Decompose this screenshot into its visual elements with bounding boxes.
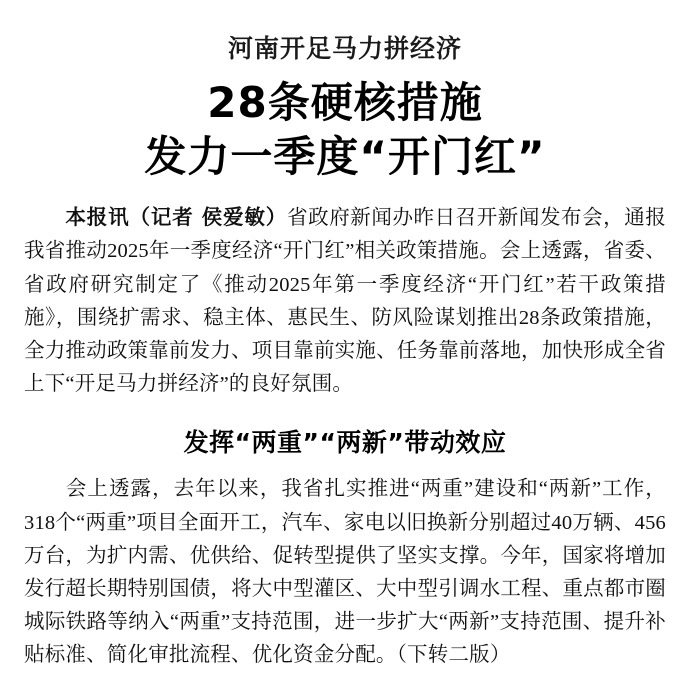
lead-paragraph-text	[24, 201, 666, 401]
headline-line-2: 发力一季度“开门红”	[144, 131, 546, 181]
headline-line-1: 28条硬核措施	[207, 78, 483, 127]
article-lead-paragraph	[24, 201, 666, 401]
article-eyebrow: 河南开足马力拼经济	[227, 34, 462, 63]
lead-body-text: 省政府新闻办昨日召开新闻发布会，通报我省推动2025年一季度经济“开门红”相关政策措施。会上透露，省委、省政府研究制定了《推动2025年第一季度经济“开门红”若干政策措施》，围绕扩需求、稳主体、惠民生、防风险谋划推出28条政策措施，全力推动政策靠前发力、项目靠前实施、任务靠前落地，加快形成全省上下“开足马力拼经济”的良好氛围。	[24, 207, 666, 396]
article-subhead: 发挥“两重”“两新”带动效应	[183, 428, 507, 458]
second-paragraph-body: 会上透露，去年以来，我省扎实推进“两重”建设和“两新”工作，318个“两重”项目全面开工，汽车、家电以旧换新分别超过40万辆、456万台，为扩内需、优供给、促转型提供了坚实支撑。今年，国家将增加发行超长期特别国债，将大中型灌区、大中型引调水工程、重点都市圈城际铁路等纳入“两重”支持范围，进一步扩大“两新”支持范围、提升补贴标准、简化审批流程、优化资金分配。	[24, 478, 666, 667]
continued-note: （下转二版）	[396, 644, 511, 667]
article-headline	[24, 78, 666, 181]
article-byline: （记者 侯爱敏）	[129, 205, 288, 230]
lead-label: 本报讯	[65, 205, 130, 230]
